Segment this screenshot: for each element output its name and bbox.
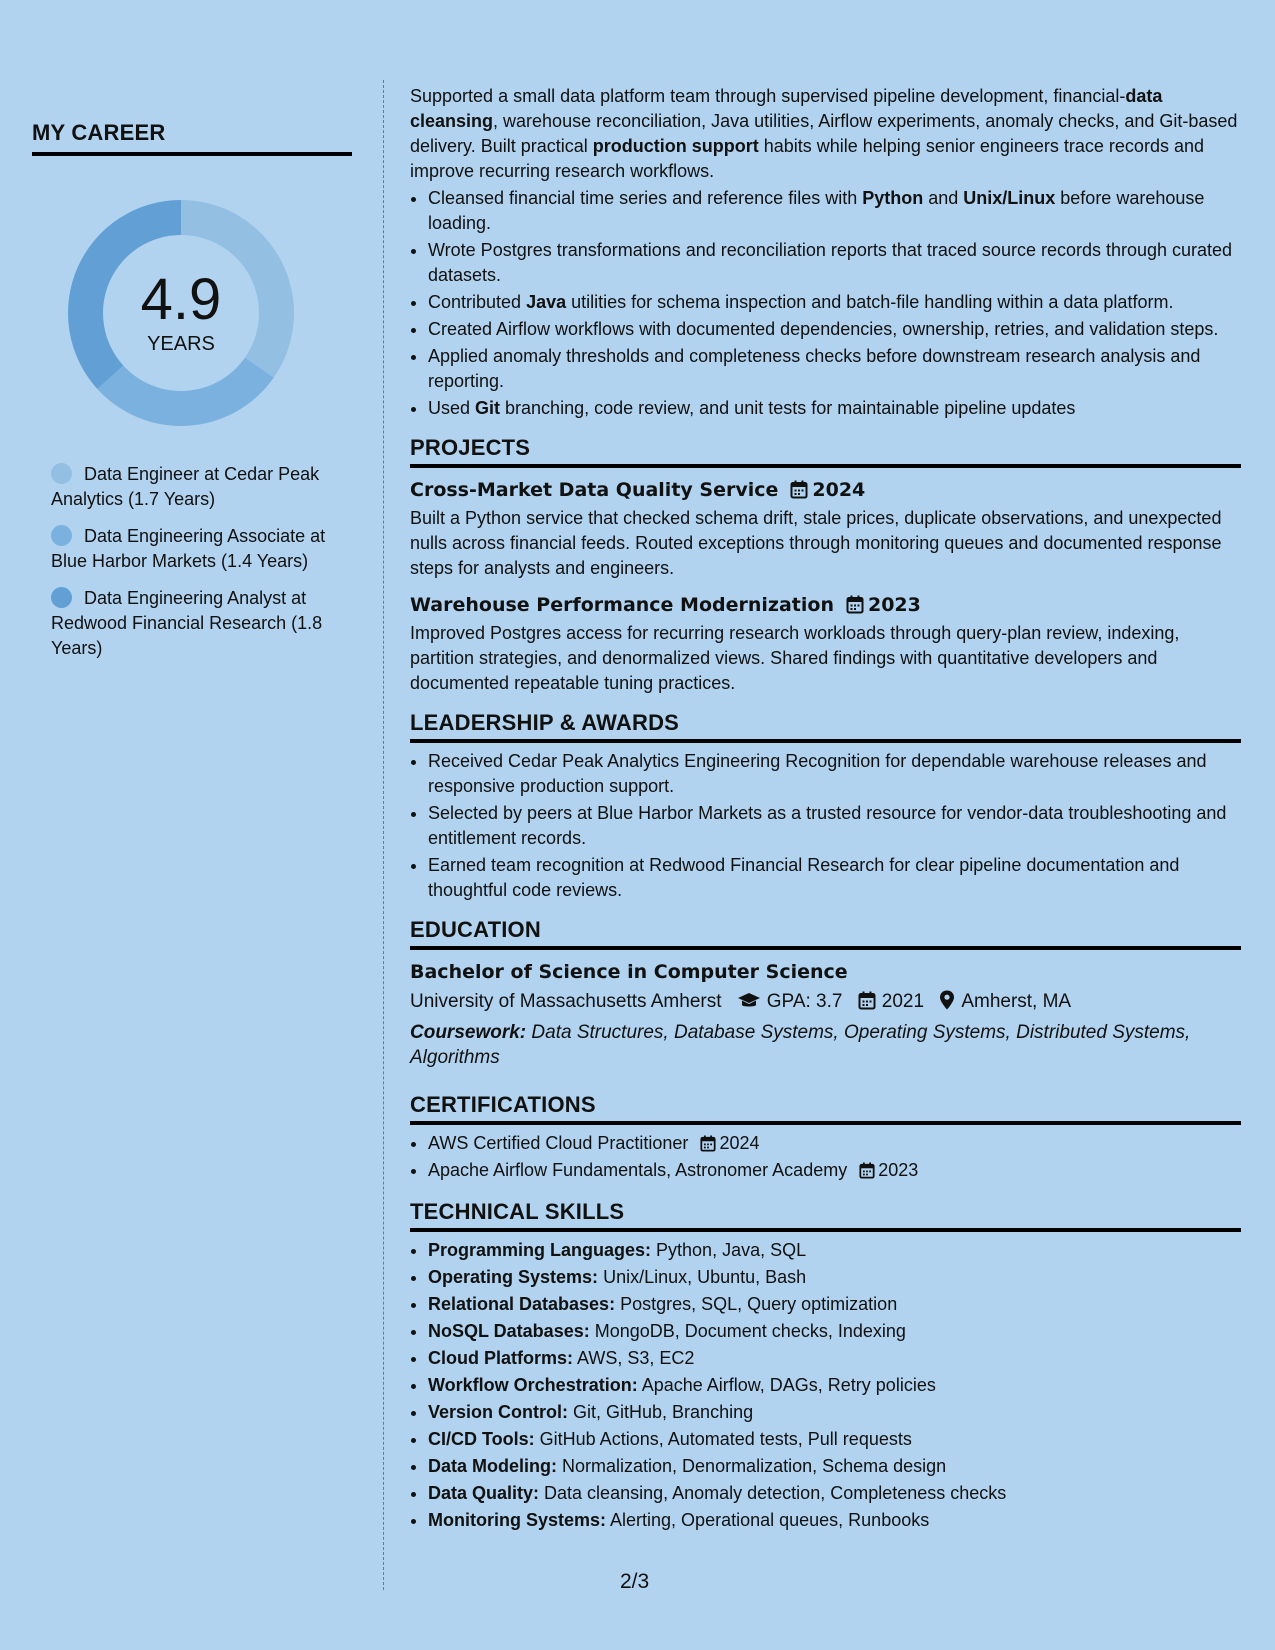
education-details (410, 988, 1241, 1016)
calendar-icon (859, 1162, 875, 1179)
coursework-label: Coursework: (410, 1022, 527, 1043)
certification-year: 2024 (719, 1133, 760, 1153)
skill-values: Unix/Linux, Ubuntu, Bash (598, 1267, 807, 1287)
text-run: and (923, 188, 964, 208)
experience-bullet (428, 396, 1241, 421)
award-item (428, 853, 1241, 903)
location-pin-icon (939, 990, 955, 1010)
skill-values: Apache Airflow, DAGs, Retry policies (637, 1375, 936, 1395)
skill-item (428, 1508, 1241, 1533)
projects-heading: PROJECTS (410, 435, 1241, 468)
bold-text: Python (862, 188, 924, 208)
page-number: 2/3 (620, 1570, 650, 1593)
legend-label: Data Engineering Analyst at Redwood Financial Research (1.8 Years) (51, 588, 323, 658)
legend-label: Data Engineering Associate at Blue Harbor Markets (1.4 Years) (51, 526, 326, 571)
project-name: Warehouse Performance Modernization (410, 594, 834, 616)
award-text: Earned team recognition at Redwood Financial Research for clear pipeline documentation and thoughtful code reviews. (428, 855, 1180, 900)
skill-values: AWS, S3, EC2 (573, 1348, 695, 1368)
skill-values: Normalization, Denormalization, Schema design (557, 1456, 947, 1476)
text-run: , warehouse reconciliation, Java utilities, Airflow experiments, anomaly checks, and Git-based delivery. Built practical (410, 111, 1238, 156)
years-label: YEARS (147, 332, 215, 355)
text-run: before warehouse loading. (428, 188, 1205, 233)
skill-values: GitHub Actions, Automated tests, Pull requests (534, 1429, 912, 1449)
legend-dot (51, 525, 72, 546)
leadership-heading: LEADERSHIP & AWARDS (410, 710, 1241, 743)
gpa: GPA: 3.7 (766, 991, 843, 1012)
experience-bullet (428, 344, 1241, 394)
skill-item (428, 1346, 1241, 1371)
skill-item (428, 1427, 1241, 1452)
text-run: Cleansed financial time series and reference files with (428, 188, 863, 208)
skill-category: NoSQL Databases: (428, 1321, 590, 1341)
experience-bullet (428, 290, 1241, 315)
project-year: 2024 (812, 479, 866, 501)
coursework (410, 1020, 1241, 1070)
project-header (410, 591, 1241, 619)
skills-heading: TECHNICAL SKILLS (410, 1199, 1241, 1232)
legend-label: Data Engineer at Cedar Peak Analytics (1.7 Years) (51, 464, 320, 509)
bold-text: Unix/Linux (963, 188, 1056, 208)
skill-category: CI/CD Tools: (428, 1429, 535, 1449)
certifications-list (410, 1131, 1241, 1183)
education-heading: EDUCATION (410, 917, 1241, 950)
skill-category: Data Modeling: (428, 1456, 557, 1476)
text-run: habits while helping senior engineers trace records and improve recurring research workflows. (410, 136, 1204, 181)
degree: Bachelor of Science in Computer Science (410, 961, 848, 983)
skill-item (428, 1238, 1241, 1263)
skill-category: Operating Systems: (428, 1267, 599, 1287)
skill-item (428, 1292, 1241, 1317)
award-item (428, 801, 1241, 851)
main-column (410, 84, 1241, 1535)
project-description: Improved Postgres access for recurring research workloads through query-plan review, indexing, partition strategies, and denormalized views. Shared findings with quantitative developers and documented repeatable tuning practices. (410, 623, 1180, 693)
award-text: Selected by peers at Blue Harbor Markets as a trusted resource for vendor-data troubleshooting and entitlement records. (428, 803, 1227, 848)
calendar-icon (790, 480, 808, 499)
text-run: Wrote Postgres transformations and reconciliation reports that traced source records through curated datasets. (428, 240, 1233, 285)
skill-category: Data Quality: (428, 1483, 540, 1503)
skill-values: Git, GitHub, Branching (568, 1402, 754, 1422)
experience-bullet (428, 186, 1241, 236)
skill-values: Data cleansing, Anomaly detection, Completeness checks (539, 1483, 1007, 1503)
skill-category: Cloud Platforms: (428, 1348, 574, 1368)
certification-name: Apache Airflow Fundamentals, Astronomer Academy (428, 1160, 848, 1180)
experience-bullets (410, 186, 1241, 421)
bold-text: data cleansing (410, 86, 1163, 131)
skill-item (428, 1373, 1241, 1398)
legend-dot (51, 587, 72, 608)
project-description: Built a Python service that checked schema drift, stale prices, duplicate observations, and unexpected nulls across financial feeds. Routed exceptions through monitoring queues and documented response steps for analysts and engineers. (410, 508, 1222, 578)
graduation-year: 2021 (881, 991, 925, 1012)
award-item (428, 749, 1241, 799)
career-sidebar (32, 120, 352, 673)
skill-values: Postgres, SQL, Query optimization (615, 1294, 898, 1314)
leadership-list (410, 749, 1241, 903)
project-name: Cross-Market Data Quality Service (410, 479, 779, 501)
calendar-icon (700, 1135, 716, 1152)
experience-summary (410, 84, 1241, 184)
skills-list (410, 1238, 1241, 1533)
legend-item (51, 524, 336, 574)
calendar-icon (858, 991, 876, 1010)
certifications-heading: CERTIFICATIONS (410, 1092, 1241, 1125)
text-run: Used (428, 398, 476, 418)
column-divider (383, 80, 384, 1590)
legend-dot (51, 463, 72, 484)
project-item (410, 476, 1241, 581)
skill-item (428, 1400, 1241, 1425)
skill-category: Programming Languages: (428, 1240, 652, 1260)
text-run: Applied anomaly thresholds and completeness checks before downstream research analysis and reporting. (428, 346, 1201, 391)
project-item (410, 591, 1241, 696)
school-location: Amherst, MA (961, 991, 1072, 1012)
experience-bullet (428, 238, 1241, 288)
legend-item (51, 462, 336, 512)
career-legend (51, 462, 352, 661)
calendar-icon (846, 595, 864, 614)
text-run: Supported a small data platform team through supervised pipeline development, financial- (410, 86, 1126, 106)
skill-item (428, 1481, 1241, 1506)
skill-values: Alerting, Operational queues, Runbooks (606, 1510, 930, 1530)
skill-item (428, 1319, 1241, 1344)
experience-bullet (428, 317, 1241, 342)
legend-item (51, 586, 336, 661)
skill-item (428, 1454, 1241, 1479)
certification-item (428, 1158, 1241, 1183)
skill-values: MongoDB, Document checks, Indexing (589, 1321, 906, 1341)
skill-category: Workflow Orchestration: (428, 1375, 638, 1395)
project-header (410, 476, 1241, 504)
skill-category: Version Control: (428, 1402, 569, 1422)
certification-item (428, 1131, 1241, 1156)
project-year: 2023 (867, 594, 921, 616)
skill-category: Monitoring Systems: (428, 1510, 607, 1530)
skill-item (428, 1265, 1241, 1290)
donut-center (66, 198, 296, 428)
bold-text: Java (526, 292, 567, 312)
bold-text: Git (475, 398, 501, 418)
school-name: University of Massachusetts Amherst (410, 991, 722, 1012)
career-title: MY CAREER (32, 120, 352, 156)
award-text: Received Cedar Peak Analytics Engineering Recognition for dependable warehouse releases and responsive production support. (428, 751, 1207, 796)
skill-category: Relational Databases: (428, 1294, 616, 1314)
text-run: branching, code review, and unit tests for maintainable pipeline updates (500, 398, 1076, 418)
total-years: 4.9 (140, 266, 222, 332)
coursework-list: Data Structures, Database Systems, Operating Systems, Distributed Systems, Algorithms (410, 1022, 1191, 1068)
projects-list (410, 476, 1241, 696)
text-run: utilities for schema inspection and batch-file handling within a data platform. (566, 292, 1174, 312)
text-run: Contributed (428, 292, 527, 312)
certification-year: 2023 (878, 1160, 919, 1180)
career-donut-chart (66, 198, 296, 428)
bold-text: production support (592, 136, 759, 156)
text-run: Created Airflow workflows with documented dependencies, ownership, retries, and validation steps. (428, 319, 1219, 339)
skill-values: Python, Java, SQL (651, 1240, 807, 1260)
graduation-cap-icon (737, 992, 761, 1010)
certification-name: AWS Certified Cloud Practitioner (428, 1133, 689, 1153)
